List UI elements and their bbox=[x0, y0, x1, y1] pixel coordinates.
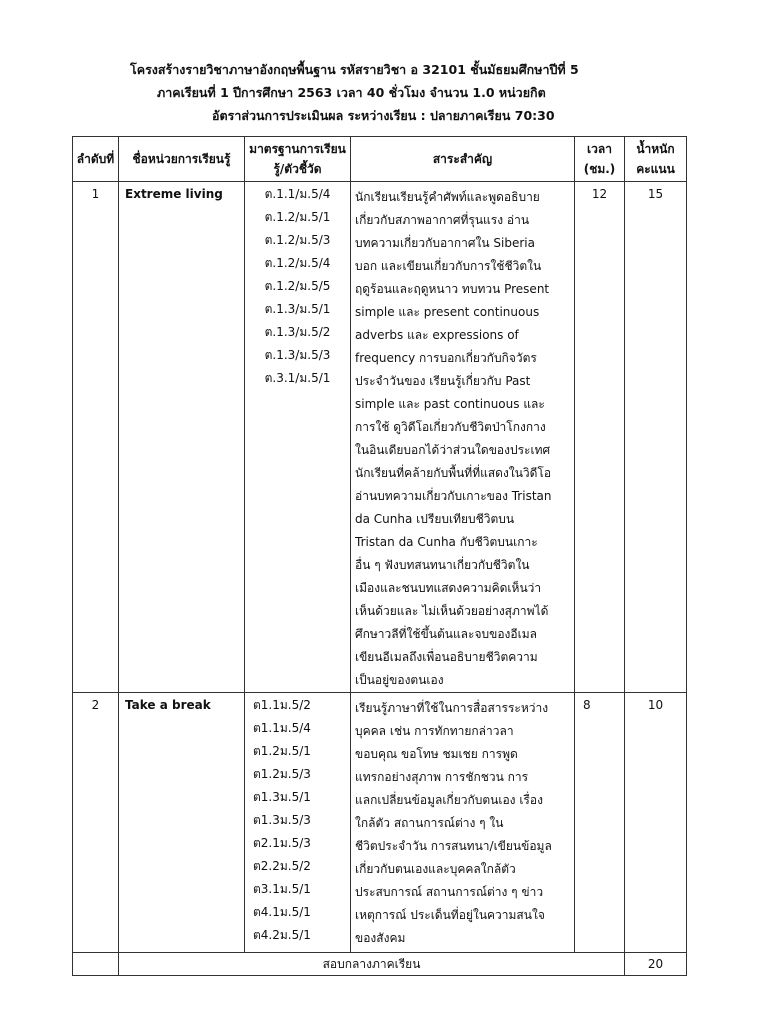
standard-code: ต2.2ม.5/2 bbox=[253, 859, 311, 873]
standard-code: ต.1.2/ม.5/5 bbox=[264, 279, 331, 293]
assessment-ratio-line: อัตราส่วนการประเมินผล ระหว่างเรียน : ปลายภาคเรียน 70:30 bbox=[212, 108, 555, 123]
content-line: frequency การบอกเกี่ยวกับกิจวัตร bbox=[355, 351, 537, 365]
key-content-cell bbox=[351, 182, 575, 693]
standard-code: ต1.3ม.5/1 bbox=[253, 790, 311, 804]
content-line: การใช้ ดูวิดีโอเกี่ยวกับชีวิตป่าโกงกาง bbox=[355, 420, 546, 434]
weight-value: 15 bbox=[625, 182, 687, 693]
content-line: simple และ past continuous และ bbox=[355, 397, 545, 411]
header-standard: มาตรฐานการเรียนรู้/ตัวชี้วัด bbox=[245, 137, 351, 182]
content-line: เกี่ยวกับตนเองและบุคคลใกล้ตัว bbox=[355, 862, 516, 876]
content-line: อื่น ๆ ฟังบทสนทนาเกี่ยวกับชีวิตใน bbox=[355, 558, 530, 572]
content-line: แทรกอย่างสุภาพ การชักชวน การ bbox=[355, 770, 529, 784]
content-line: ประสบการณ์ สถานการณ์ต่าง ๆ ข่าว bbox=[355, 885, 544, 899]
row-number: 2 bbox=[73, 693, 119, 953]
standard-code: ต.1.3/ม.5/3 bbox=[264, 348, 331, 362]
standard-code: ต1.1ม.5/2 bbox=[253, 698, 311, 712]
header-hours: เวลา (ชม.) bbox=[575, 137, 625, 182]
content-line: da Cunha เปรียบเทียบชีวิตบน bbox=[355, 512, 515, 526]
content-line: นักเรียนที่คล้ายกับพื้นที่ที่แสดงในวิดีโอ bbox=[355, 466, 552, 480]
standard-code: ต1.2ม.5/1 bbox=[253, 744, 311, 758]
table-row bbox=[73, 693, 687, 953]
unit-name: Take a break bbox=[119, 693, 245, 953]
content-line: ประจำวันของ เรียนรู้เกี่ยวกับ Past bbox=[355, 374, 531, 388]
table-row bbox=[73, 182, 687, 693]
standard-code: ต1.1ม.5/4 bbox=[253, 721, 311, 735]
standard-code: ต.1.2/ม.5/1 bbox=[264, 210, 331, 224]
content-line: ในอินเดียบอกได้ว่าส่วนใดของประเทศ bbox=[355, 443, 551, 457]
weight-value: 10 bbox=[625, 693, 687, 953]
content-line: นักเรียนเรียนรู้คำศัพท์และพูดอธิบาย bbox=[355, 190, 540, 204]
standard-code: ต1.3ม.5/3 bbox=[253, 813, 311, 827]
standards-cell bbox=[245, 693, 351, 953]
standard-code: ต.1.1/ม.5/4 bbox=[264, 187, 331, 201]
table-header-row bbox=[73, 137, 687, 182]
content-line: ฤดูร้อนและฤดูหนาว ทบทวน Present bbox=[355, 282, 550, 296]
key-content-cell bbox=[351, 693, 575, 953]
content-line: แลกเปลี่ยนข้อมูลเกี่ยวกับตนเอง เรื่อง bbox=[355, 793, 543, 807]
content-line: เกี่ยวกับสภาพอากาศที่รุนแรง อ่าน bbox=[355, 213, 530, 227]
standard-code: ต.3.1/ม.5/1 bbox=[264, 371, 331, 385]
content-line: ใกล้ตัว สถานการณ์ต่าง ๆ ใน bbox=[355, 816, 504, 830]
content-line: ขอบคุณ ขอโทษ ชมเชย การพูด bbox=[355, 747, 518, 761]
content-line: เหตุการณ์ ประเด็นที่อยู่ในความสนใจ bbox=[355, 908, 545, 922]
standard-code: ต3.1ม.5/1 bbox=[253, 882, 311, 896]
content-line: simple และ present continuous bbox=[355, 305, 540, 319]
content-line: อ่านบทความเกี่ยวกับเกาะของ Tristan bbox=[355, 489, 552, 503]
unit-name: Extreme living bbox=[119, 182, 245, 693]
midterm-label: สอบกลางภาคเรียน bbox=[119, 953, 625, 976]
hours-value: 8 bbox=[575, 693, 625, 953]
midterm-row bbox=[73, 953, 687, 976]
content-line: เมืองและชนบทแสดงความคิดเห็นว่า bbox=[355, 581, 542, 595]
content-line: adverbs และ expressions of bbox=[355, 328, 519, 342]
content-line: Tristan da Cunha กับชีวิตบนเกาะ bbox=[355, 535, 538, 549]
header-no: ลำดับที่ bbox=[73, 137, 119, 182]
standard-code: ต4.2ม.5/1 bbox=[253, 928, 311, 942]
standard-code: ต2.1ม.5/3 bbox=[253, 836, 311, 850]
midterm-weight: 20 bbox=[625, 953, 687, 976]
hours-value: 12 bbox=[575, 182, 625, 693]
standard-code: ต.1.2/ม.5/4 bbox=[264, 256, 331, 270]
header-weight: น้ำหนักคะแนน bbox=[625, 137, 687, 182]
header-key-content: สาระสำคัญ bbox=[351, 137, 575, 182]
standard-code: ต.1.3/ม.5/2 bbox=[264, 325, 331, 339]
content-line: บุคคล เช่น การทักทายกล่าวลา bbox=[355, 724, 514, 738]
midterm-blank-cell bbox=[73, 953, 119, 976]
content-line: เห็นด้วยและ ไม่เห็นด้วยอย่างสุภาพได้ bbox=[355, 604, 549, 618]
content-line: ของสังคม bbox=[355, 931, 406, 945]
content-line: เป็นอยู่ของตนเอง bbox=[355, 673, 444, 687]
standard-code: ต.1.2/ม.5/3 bbox=[264, 233, 331, 247]
content-line: บอก และเขียนเกี่ยวกับการใช้ชีวิตใน bbox=[355, 259, 542, 273]
course-title-line: โครงสร้างรายวิชาภาษาอังกฤษพื้นฐาน รหัสรายวิชา อ 32101 ชั้นมัธยมศึกษาปีที่ 5 bbox=[130, 62, 579, 77]
content-line: ศึกษาวลีที่ใช้ขึ้นต้นและจบของอีเมล bbox=[355, 627, 537, 641]
standard-code: ต1.2ม.5/3 bbox=[253, 767, 311, 781]
content-line: บทความเกี่ยวกับอากาศใน Siberia bbox=[355, 236, 535, 250]
content-line: ชีวิตประจำวัน การสนทนา/เขียนข้อมูล bbox=[355, 839, 552, 853]
header-unit-name: ชื่อหน่วยการเรียนรู้ bbox=[119, 137, 245, 182]
row-number: 1 bbox=[73, 182, 119, 693]
standards-cell bbox=[245, 182, 351, 693]
semester-line: ภาคเรียนที่ 1 ปีการศึกษา 2563 เวลา 40 ชั่วโมง จำนวน 1.0 หน่วยกิต bbox=[157, 85, 546, 100]
content-line: เรียนรู้ภาษาที่ใช้ในการสื่อสารระหว่าง bbox=[355, 701, 549, 715]
course-structure-table bbox=[72, 136, 687, 976]
standard-code: ต4.1ม.5/1 bbox=[253, 905, 311, 919]
content-line: เขียนอีเมลถึงเพื่อนอธิบายชีวิตความ bbox=[355, 650, 538, 664]
standard-code: ต.1.3/ม.5/1 bbox=[264, 302, 331, 316]
